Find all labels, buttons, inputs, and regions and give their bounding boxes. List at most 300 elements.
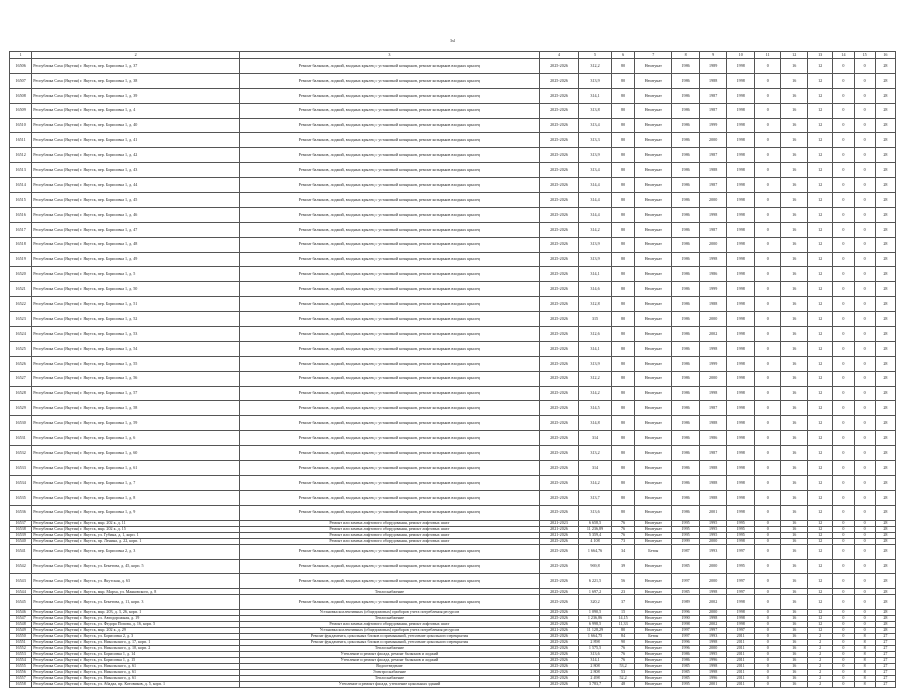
table-cell: Нештукат xyxy=(635,646,672,652)
table-cell: 80 xyxy=(611,356,634,371)
table-cell: Нештукат xyxy=(635,282,672,297)
table-cell: 2011 xyxy=(727,634,755,640)
table-cell: 0 xyxy=(833,252,854,267)
table-cell: 1998 xyxy=(727,252,755,267)
table-cell: 16 xyxy=(781,574,807,589)
table-cell: 28 xyxy=(875,148,895,163)
table-cell: 1985 xyxy=(672,676,700,682)
table-cell: 28 xyxy=(875,386,895,401)
row-number-cell: 16528 xyxy=(10,386,32,401)
table-cell: 28 xyxy=(875,589,895,595)
table-cell: 0 xyxy=(833,676,854,682)
table-cell: 0 xyxy=(754,640,780,646)
table-cell: 12 xyxy=(807,207,832,222)
table-cell: 28 xyxy=(875,538,895,544)
table-cell: 2025-2026 xyxy=(539,118,578,133)
table-cell: 28 xyxy=(875,73,895,88)
table-row xyxy=(10,59,896,74)
table-row xyxy=(10,416,896,431)
table-cell: 0 xyxy=(754,416,780,431)
table-cell: 12 xyxy=(807,252,832,267)
address-cell: Республика Саха (Якутия) г. Якутск, пер. Борисовка 1, д. 54 xyxy=(32,341,240,356)
table-cell: 73 xyxy=(611,538,634,544)
table-cell: 28 xyxy=(875,282,895,297)
table-cell: 0 xyxy=(833,386,854,401)
row-number-cell: 16541 xyxy=(10,544,32,559)
table-cell: Нештукат xyxy=(635,505,672,520)
table-cell: 2 898 xyxy=(579,640,612,646)
address-cell: Республика Саха (Якутия) г. Якутск, ул. Никольского, д. 61 xyxy=(32,676,240,682)
table-cell: 28 xyxy=(875,461,895,476)
table-cell: 1986 xyxy=(672,490,700,505)
work-type-cell: Ремонт балконов, лоджий, входных крылец с установкой козырьков, ремонт козырьков входных крылец xyxy=(239,193,539,208)
table-cell: 314,1 xyxy=(579,658,612,664)
table-cell: 0 xyxy=(754,103,780,118)
address-cell: Республика Саха (Якутия) г. Якутск, пер. Борисовка 1, д. 6 xyxy=(32,431,240,446)
table-cell: 1998 xyxy=(727,538,755,544)
table-cell: 0 xyxy=(754,88,780,103)
table-cell: 12 xyxy=(807,610,832,616)
table-cell: 1 697,2 xyxy=(579,589,612,595)
table-cell: 0 xyxy=(854,532,875,538)
table-cell: Нештукат xyxy=(635,595,672,610)
table-cell: 313,7 xyxy=(579,490,612,505)
table-cell: 28 xyxy=(875,252,895,267)
table-cell: 2025-2026 xyxy=(539,676,578,682)
table-cell: 1988 xyxy=(699,475,727,490)
table-cell: 16 xyxy=(781,267,807,282)
table-cell: 314,2 xyxy=(579,475,612,490)
address-cell: Республика Саха (Якутия) г. Якутск, пер. Борисовка 1, д. 7 xyxy=(32,475,240,490)
table-row xyxy=(10,282,896,297)
table-cell: 2025-2026 xyxy=(539,237,578,252)
table-cell: 0 xyxy=(833,526,854,532)
table-cell: 1995 xyxy=(699,526,727,532)
table-cell: Нештукат xyxy=(635,237,672,252)
column-header: 13 xyxy=(807,52,832,59)
table-cell: Нештукат xyxy=(635,640,672,646)
table-cell: 0 xyxy=(754,634,780,640)
row-number-cell: 16531 xyxy=(10,431,32,446)
table-cell: 90 xyxy=(611,640,634,646)
table-cell: 0 xyxy=(833,267,854,282)
table-cell: 80 xyxy=(611,475,634,490)
table-cell: 312,8 xyxy=(579,297,612,312)
table-cell: 2 xyxy=(807,658,832,664)
table-cell: 314,2 xyxy=(579,386,612,401)
table-cell: Нештукат xyxy=(635,267,672,282)
table-cell: 1986 xyxy=(672,282,700,297)
table-cell: 313,9 xyxy=(579,148,612,163)
table-cell: 28 xyxy=(875,595,895,610)
table-row xyxy=(10,431,896,446)
column-header: 15 xyxy=(854,52,875,59)
table-cell: 28 xyxy=(875,163,895,178)
table-cell: 16 xyxy=(781,646,807,652)
table-cell: 0 xyxy=(854,616,875,622)
table-cell: 28 xyxy=(875,312,895,327)
table-cell: 312,2 xyxy=(579,371,612,386)
table-cell: 0 xyxy=(833,341,854,356)
table-cell: 2025-2026 xyxy=(539,312,578,327)
address-cell: Республика Саха (Якутия) г. Якутск, мкр. 203, д. 3, 26, корп. 1 xyxy=(32,610,240,616)
table-cell: 28 xyxy=(875,356,895,371)
table-cell: 1988 xyxy=(699,73,727,88)
table-cell: 1989 xyxy=(699,59,727,74)
address-cell: Республика Саха (Якутия) г. Якутск, ул. Борисовка 2, д. 3 xyxy=(32,634,240,640)
table-cell: 16 xyxy=(781,670,807,676)
table-cell: 2000 xyxy=(699,559,727,574)
table-cell: 1986 xyxy=(672,88,700,103)
address-cell: Республика Саха (Якутия) г. Якутск, пер. Борисовка 1, д. 5 xyxy=(32,267,240,282)
table-cell: 1987 xyxy=(699,222,727,237)
table-cell: 12 xyxy=(807,628,832,634)
table-cell: 28 xyxy=(875,341,895,356)
table-cell: 2025-2026 xyxy=(539,505,578,520)
work-type-cell: Ремонт балконов, лоджий, входных крылец с установкой козырьков, ремонт козырьков входных крылец xyxy=(239,327,539,342)
address-cell: Республика Саха (Якутия) г. Якутск, пр. Ленина, д. 22, корп. 1 xyxy=(32,538,240,544)
row-number-cell: 16513 xyxy=(10,163,32,178)
table-cell: 28 xyxy=(875,520,895,526)
column-header: 4 xyxy=(539,52,578,59)
table-cell: 8 xyxy=(854,676,875,682)
table-cell: 2025-2026 xyxy=(539,88,578,103)
table-cell: 0 xyxy=(754,193,780,208)
row-number-cell: 16556 xyxy=(10,670,32,676)
work-type-cell: Ремонт балконов, лоджий, входных крылец с установкой козырьков, ремонт козырьков входных крылец xyxy=(239,446,539,461)
table-cell: 2001 xyxy=(699,682,727,688)
table-cell: 0 xyxy=(754,401,780,416)
work-type-cell: Ремонт балконов, лоджий, входных крылец с установкой козырьков, ремонт козырьков входных крылец xyxy=(239,118,539,133)
table-cell: 1998 xyxy=(727,401,755,416)
row-number-cell: 16551 xyxy=(10,640,32,646)
address-cell: Республика Саха (Якутия) г. Якутск, ул. Борисовка 1, д. 15 xyxy=(32,658,240,664)
table-cell: 80 xyxy=(611,178,634,193)
table-cell: 1998 xyxy=(727,341,755,356)
table-cell: 16 xyxy=(781,297,807,312)
table-cell: 1998 xyxy=(699,664,727,670)
table-cell: 2 808 xyxy=(579,664,612,670)
table-cell: 6 998,5 xyxy=(579,622,612,628)
table-cell: 0 xyxy=(754,574,780,589)
table-cell: 80 xyxy=(611,297,634,312)
table-cell: 1986 xyxy=(672,267,700,282)
address-cell: Республика Саха (Якутия) г. Якутск, пер. Борисовка 1, д. 52 xyxy=(32,312,240,327)
table-cell: 16 xyxy=(781,616,807,622)
table-cell: 1 575,5 xyxy=(579,646,612,652)
row-number-cell: 16554 xyxy=(10,658,32,664)
table-cell: 16 xyxy=(781,133,807,148)
table-cell: 28 xyxy=(875,431,895,446)
table-cell: 0 xyxy=(833,178,854,193)
table-cell: 314,6 xyxy=(579,282,612,297)
address-cell: Республика Саха (Якутия) г. Якутск, ул. Бекетова, д. 11, корп. 3 xyxy=(32,595,240,610)
table-cell: 1998 xyxy=(699,207,727,222)
table-cell: 12 xyxy=(807,193,832,208)
work-type-cell: Ремонт или замена лифтового оборудования, ремонт лифтовых шахт xyxy=(239,526,539,532)
table-cell: 1998 xyxy=(727,312,755,327)
table-cell: 1986 xyxy=(672,103,700,118)
table-cell: 2025-2026 xyxy=(539,327,578,342)
work-type-cell: Ремонт балконов, лоджий, входных крылец с установкой козырьков, ремонт козырьков входных крылец xyxy=(239,312,539,327)
work-type-cell: Ремонт балконов, лоджий, входных крылец с установкой козырьков, ремонт козырьков входных крылец xyxy=(239,341,539,356)
table-cell: 2011 xyxy=(727,640,755,646)
table-cell: 0 xyxy=(854,386,875,401)
table-cell: 28 xyxy=(875,532,895,538)
table-cell: 0 xyxy=(833,222,854,237)
work-type-cell: Ремонт фундамента, цокольных блоков и примыканий, утепление цокольного перекрытия xyxy=(239,634,539,640)
table-cell: 16 xyxy=(781,416,807,431)
row-number-cell: 16524 xyxy=(10,327,32,342)
table-cell: 0 xyxy=(854,267,875,282)
table-cell: 0 xyxy=(833,658,854,664)
table-cell: 80 xyxy=(611,505,634,520)
table-cell: 2 xyxy=(807,670,832,676)
table-cell: 0 xyxy=(854,475,875,490)
table-cell: 1986 xyxy=(672,207,700,222)
register-table xyxy=(9,51,896,688)
table-cell: 0 xyxy=(833,118,854,133)
work-type-cell: Ремонт балконов, лоджий, входных крылец с установкой козырьков, ремонт козырьков входных крылец xyxy=(239,88,539,103)
address-cell: Республика Саха (Якутия) г. Якутск, пер. Борисовка 1, д. 60 xyxy=(32,446,240,461)
table-cell: 16 xyxy=(781,505,807,520)
table-cell: Нештукат xyxy=(635,163,672,178)
table-cell: 0 xyxy=(854,356,875,371)
table-cell: Бетон xyxy=(635,544,672,559)
table-cell: 0 xyxy=(854,327,875,342)
table-cell: 16 xyxy=(781,312,807,327)
table-cell: 2021-2026 xyxy=(539,526,578,532)
address-cell: Республика Саха (Якутия) г. Якутск, пер. Борисовка 1, д. 39 xyxy=(32,88,240,103)
table-cell: 1998 xyxy=(727,475,755,490)
table-cell: Нештукат xyxy=(635,252,672,267)
table-cell: 2025-2026 xyxy=(539,595,578,610)
table-cell: 0 xyxy=(854,416,875,431)
table-cell: 16 xyxy=(781,148,807,163)
table-cell: 0 xyxy=(754,589,780,595)
row-number-cell: 16529 xyxy=(10,401,32,416)
table-cell: 16 xyxy=(781,595,807,610)
table-cell: 1997 xyxy=(672,628,700,634)
table-cell: 0 xyxy=(854,103,875,118)
table-cell: 0 xyxy=(854,193,875,208)
table-cell: 2025-2026 xyxy=(539,401,578,416)
table-cell: Нештукат xyxy=(635,297,672,312)
table-cell: 1998 xyxy=(727,193,755,208)
address-cell: Республика Саха (Якутия) г. Якутск, пер. Борисовка 1, д. 58 xyxy=(32,401,240,416)
table-cell: Нештукат xyxy=(635,193,672,208)
table-cell: 1999 xyxy=(699,118,727,133)
table-cell: Нештукат xyxy=(635,559,672,574)
row-number-cell: 16537 xyxy=(10,520,32,526)
table-cell: 1986 xyxy=(672,446,700,461)
table-cell: 312,2 xyxy=(579,59,612,74)
table-cell: 0 xyxy=(754,207,780,222)
work-type-cell: Ремонт балконов, лоджий, входных крылец с установкой козырьков, ремонт козырьков входных крылец xyxy=(239,461,539,476)
table-cell: Нештукат xyxy=(635,73,672,88)
table-cell: 2025-2026 xyxy=(539,222,578,237)
table-cell: 12 xyxy=(807,589,832,595)
table-cell: 1996 xyxy=(672,646,700,652)
table-cell: 0 xyxy=(833,103,854,118)
column-header: 7 xyxy=(635,52,672,59)
table-cell: 313,6 xyxy=(579,505,612,520)
table-cell: 27 xyxy=(875,658,895,664)
table-cell: 80 xyxy=(611,282,634,297)
table-cell: 0 xyxy=(833,371,854,386)
table-cell: 80 xyxy=(611,133,634,148)
table-cell: 76 xyxy=(611,532,634,538)
table-cell: 1998 xyxy=(727,222,755,237)
address-cell: Республика Саха (Якутия) г. Якутск, ул. Никольского, д. 61 xyxy=(32,664,240,670)
table-cell: 2000 xyxy=(699,312,727,327)
work-type-cell: Ремонт балконов, лоджий, входных крылец с установкой козырьков, ремонт козырьков входных крылец xyxy=(239,431,539,446)
table-cell: 12 xyxy=(807,327,832,342)
table-cell: 12 xyxy=(807,267,832,282)
table-cell: 0 xyxy=(854,538,875,544)
table-cell: Нештукат xyxy=(635,676,672,682)
table-cell: Нештукат xyxy=(635,178,672,193)
address-cell: Республика Саха (Якутия) г. Якутск, пер. Борисовка 1, д. 4 xyxy=(32,103,240,118)
table-cell: 2025-2026 xyxy=(539,267,578,282)
table-cell: 1986 xyxy=(672,193,700,208)
work-type-cell: Ремонт или замена лифтового оборудования, ремонт лифтовых шахт xyxy=(239,622,539,628)
table-cell: 1999 xyxy=(699,282,727,297)
table-cell: 1998 xyxy=(727,616,755,622)
table-cell: 5 359,4 xyxy=(579,532,612,538)
table-cell: 2025-2026 xyxy=(539,59,578,74)
table-cell: 1986 xyxy=(672,327,700,342)
table-cell: 76 xyxy=(611,658,634,664)
table-cell: 16 xyxy=(781,628,807,634)
table-cell: 28 xyxy=(875,59,895,74)
table-cell: 1986 xyxy=(672,386,700,401)
table-row xyxy=(10,207,896,222)
table-cell: Нештукат xyxy=(635,386,672,401)
table-cell: 2000 xyxy=(699,538,727,544)
table-row xyxy=(10,682,896,688)
address-cell: Республика Саха (Якутия) г. Якутск, пер. Борисовка 1, д. 59 xyxy=(32,416,240,431)
table-cell: 0 xyxy=(754,628,780,634)
address-cell: Республика Саха (Якутия) г. Якутск, пер. Борисовка 1, д. 38 xyxy=(32,73,240,88)
row-number-cell: 16532 xyxy=(10,446,32,461)
table-cell: 2025-2026 xyxy=(539,148,578,163)
table-cell: 0 xyxy=(854,297,875,312)
table-cell: 16 xyxy=(781,282,807,297)
table-cell: 1998 xyxy=(727,386,755,401)
table-cell: 12 xyxy=(807,416,832,431)
work-type-cell: Ремонт балконов, лоджий, входных крылец с установкой козырьков, ремонт козырьков входных крылец xyxy=(239,178,539,193)
work-type-cell: Утепление и ремонт фасада, утепление цокольных зданий xyxy=(239,682,539,688)
table-cell: 2025-2026 xyxy=(539,282,578,297)
table-cell: 80 xyxy=(611,386,634,401)
work-type-cell: Ремонт балконов, лоджий, входных крылец с установкой козырьков, ремонт козырьков входных крылец xyxy=(239,59,539,74)
table-cell: 84 xyxy=(611,634,634,640)
row-number-cell: 16549 xyxy=(10,628,32,634)
table-cell: 27 xyxy=(875,664,895,670)
table-cell: 0 xyxy=(854,88,875,103)
table-cell: 1988 xyxy=(699,416,727,431)
table-row xyxy=(10,356,896,371)
address-cell: Республика Саха (Якутия) г. Якутск, ул. Борисовка 1, д. 14 xyxy=(32,652,240,658)
table-cell: 1998 xyxy=(727,282,755,297)
table-row xyxy=(10,312,896,327)
table-cell: 16 xyxy=(781,193,807,208)
table-cell: 80 xyxy=(611,207,634,222)
work-type-cell: Утепление и ремонт фасада, ремонт балконов и лоджий xyxy=(239,652,539,658)
table-cell: 2000 xyxy=(699,133,727,148)
table-cell: 2025-2026 xyxy=(539,682,578,688)
table-cell: 12 xyxy=(807,371,832,386)
table-cell: 2025-2026 xyxy=(539,544,578,559)
table-cell: 2025-2026 xyxy=(539,589,578,595)
table-cell: 80 xyxy=(611,401,634,416)
table-row xyxy=(10,118,896,133)
table-cell: 1986 xyxy=(672,222,700,237)
table-cell: Нештукат xyxy=(635,341,672,356)
table-cell: 0 xyxy=(754,178,780,193)
table-cell: 12 xyxy=(807,559,832,574)
table-cell: 0 xyxy=(833,88,854,103)
table-cell: 1986 xyxy=(672,118,700,133)
address-cell: Республика Саха (Якутия) г. Якутск, мкр. 202 к. д. 15 xyxy=(32,526,240,532)
table-cell: 0 xyxy=(854,461,875,476)
table-cell: 16 xyxy=(781,538,807,544)
table-row xyxy=(10,252,896,267)
table-cell: 0 xyxy=(833,446,854,461)
table-cell: 2025-2026 xyxy=(539,103,578,118)
table-cell: 1995 xyxy=(699,652,727,658)
table-cell: 1998 xyxy=(727,73,755,88)
table-cell: 12 xyxy=(807,505,832,520)
table-cell: 0 xyxy=(854,431,875,446)
table-cell: 28 xyxy=(875,416,895,431)
table-cell: 0 xyxy=(854,222,875,237)
table-cell: 1986 xyxy=(672,73,700,88)
table-cell: 0 xyxy=(754,267,780,282)
table-row xyxy=(10,193,896,208)
table-cell: 0 xyxy=(854,628,875,634)
table-cell: Нештукат xyxy=(635,118,672,133)
row-number-cell: 16521 xyxy=(10,282,32,297)
table-cell: 1998 xyxy=(699,616,727,622)
table-cell: Нештукат xyxy=(635,356,672,371)
table-cell: 0 xyxy=(854,163,875,178)
table-cell: 16 xyxy=(781,461,807,476)
table-cell: 12 xyxy=(807,574,832,589)
table-cell: 28 xyxy=(875,490,895,505)
table-cell: Бетон xyxy=(635,634,672,640)
table-cell: 27 xyxy=(875,634,895,640)
table-cell: 1998 xyxy=(727,416,755,431)
table-cell: 0 xyxy=(754,682,780,688)
table-cell: 0 xyxy=(854,610,875,616)
work-type-cell: Ремонт балконов, лоджий, входных крылец с установкой козырьков, ремонт козырьков входных крылец xyxy=(239,252,539,267)
table-cell: 1986 xyxy=(672,475,700,490)
table-cell: 0 xyxy=(833,628,854,634)
table-cell: 0 xyxy=(754,652,780,658)
table-cell: 1995 xyxy=(672,526,700,532)
table-cell: 80 xyxy=(611,148,634,163)
column-header: 14 xyxy=(833,52,854,59)
table-cell: 0 xyxy=(854,520,875,526)
table-cell: 1990 xyxy=(672,616,700,622)
table-cell: 2 xyxy=(807,652,832,658)
table-cell: 0 xyxy=(833,634,854,640)
address-cell: Республика Саха (Якутия) г. Якутск, пер. Борисовка 1, д. 61 xyxy=(32,461,240,476)
address-cell: Республика Саха (Якутия) г. Якутск, ул. Никольского, д. 10, корп. 2 xyxy=(32,646,240,652)
work-type-cell: Ремонт или замена лифтового оборудования, ремонт лифтовых шахт xyxy=(239,538,539,544)
